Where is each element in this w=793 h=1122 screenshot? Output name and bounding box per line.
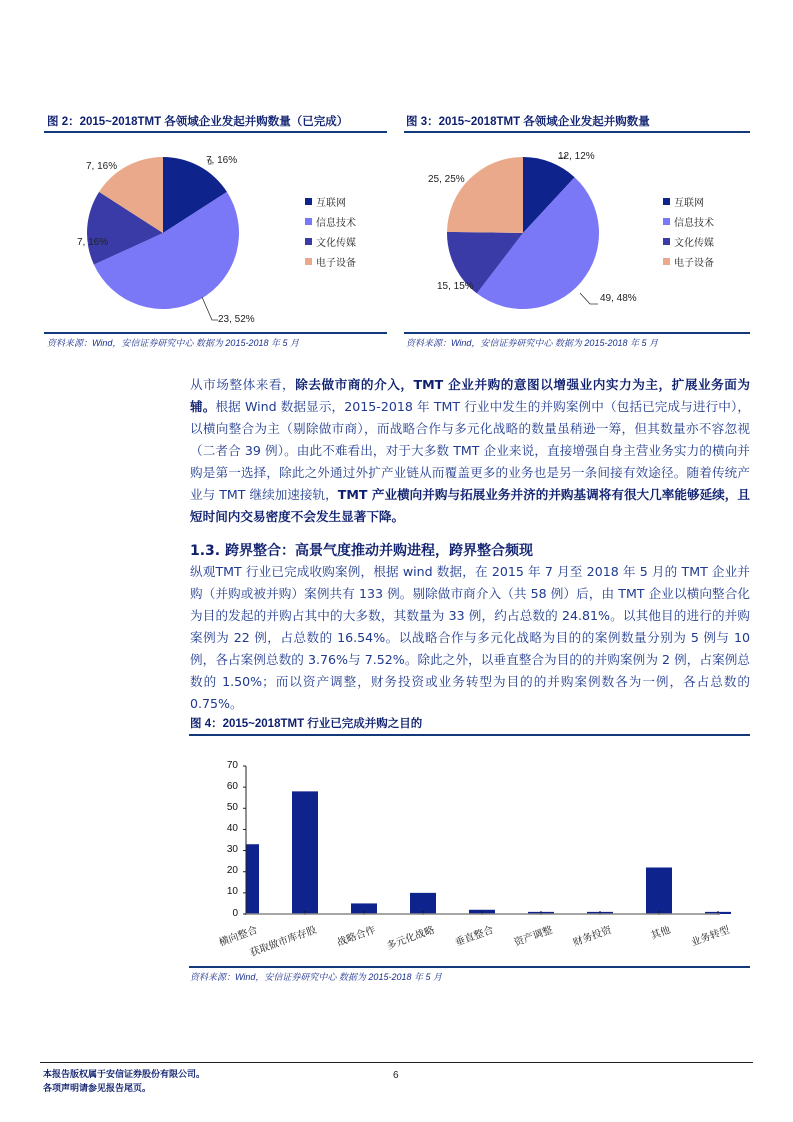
- pie1-label-electronics: 7, 16%: [86, 161, 118, 172]
- pie-slice-3: [447, 157, 523, 233]
- y-tick: 40: [226, 823, 238, 834]
- y-tick: 10: [226, 886, 238, 897]
- section-heading: 1.3. 跨界整合：高景气度推动并购进程，跨界整合频现: [190, 543, 533, 559]
- legend-item-media: [305, 231, 356, 251]
- paragraph-text: 根据 Wind 数据显示，2015-2018 年 TMT 行业中发生的并购案例中（包括已完成与进行中），以横向整合为主（剔除做市商），而战略合作与多元化战略的数量虽稍逊一筹，但其数量亦不容忽视（二者合 39 例）。由此不难看出，对于大多数 TMT 企业来说，直接增强自身主营业务实力的横向并购是第一选择，除此之外通过外扩产业链从而覆盖更多的业务也是另一条间接有效途径。随着传统产业与 TMT 继续加速接轨，: [190, 399, 751, 502]
- legend-label: 互联网: [316, 197, 346, 209]
- pie2-label-internet: 12, 12%: [558, 151, 595, 162]
- paragraph-text: 从市场整体来看，: [190, 377, 296, 392]
- swatch-icon: [663, 198, 670, 205]
- body-paragraph-1: [190, 374, 750, 528]
- swatch-icon: [305, 218, 312, 225]
- figure4-title: 图 4：2015~2018TMT 行业已完成并购之目的: [190, 718, 423, 730]
- y-tick: 20: [226, 865, 238, 876]
- pie1-label-it: 23, 52%: [218, 314, 255, 325]
- x-axis-label: 横向整合: [217, 924, 260, 949]
- figure4-title-rule: [189, 734, 750, 736]
- legend-label: 文化传媒: [674, 237, 714, 249]
- legend-item-it: [663, 211, 714, 231]
- x-axis-label: 多元化战略: [385, 924, 437, 953]
- swatch-icon: [663, 258, 670, 265]
- section-body: 纵观TMT 行业已完成收购案例，根据 wind 数据，在 2015 年 7 月至 2018 年 5 月的 TMT 企业并购（并购或被并购）案例共有 133 例。剔除做市商介入（共 58 例）后，由 TMT 企业以横向整合化为目的发起的并购占其中的大多数，其数量为 33 例，约占总数的 24.81%。以其他目的进行的并购案例为 22 例，占总数的 16.54%。以战略合作与多元化战略为目的的案例数量分别为 5 例与 10 例，各占案例总数的 3.76%与 7.52%。除此之外，以垂直整合为目的的并购案例为 2 例，占案例总数的 1.50%；而以资产调整，财务投资或业务转型为目的的并购案例数各为一例，各占总数的 0.75%。: [190, 564, 750, 711]
- figure4-bar-chart: [240, 760, 740, 920]
- legend-item-internet: [663, 191, 714, 211]
- footer-rule: [40, 1062, 753, 1063]
- pie1-label-media: 7, 16%: [77, 237, 109, 248]
- figure3-title-rule: [404, 131, 750, 133]
- y-tick: 70: [226, 760, 238, 771]
- x-axis-label: 垂直整合: [453, 924, 496, 949]
- legend-item-it: [305, 211, 356, 231]
- legend-label: 文化传媒: [316, 237, 356, 249]
- x-axis-label: 资产调整: [512, 924, 555, 949]
- x-axis-label: 获取做市库存股: [248, 924, 319, 960]
- footer-line: 各项声明请参见报告尾页。: [43, 1084, 152, 1094]
- legend-label: 互联网: [674, 197, 704, 209]
- legend-item-internet: [305, 191, 356, 211]
- bar-7: [646, 867, 672, 914]
- legend-label: 电子设备: [316, 257, 356, 269]
- legend-item-media: [663, 231, 714, 251]
- figure4-source-rule: [189, 966, 750, 968]
- figure4-source: 资料来源：Wind，安信证券研究中心 数据为 2015-2018 年 5 月: [190, 972, 442, 982]
- pie2-label-it: 49, 48%: [600, 293, 637, 304]
- page-number: 6: [393, 1070, 399, 1081]
- figure2-legend: [305, 191, 356, 271]
- leader-line: [580, 293, 598, 304]
- figure2-title-rule: [44, 131, 387, 133]
- legend-item-electronics: [305, 251, 356, 271]
- pie2-label-media: 15, 15%: [437, 281, 474, 292]
- figure3-legend: [663, 191, 714, 271]
- swatch-icon: [663, 238, 670, 245]
- swatch-icon: [305, 198, 312, 205]
- bar-3: [410, 893, 436, 914]
- y-tick: 0: [232, 908, 238, 919]
- figure3-source-rule: [404, 332, 750, 334]
- pie1-label-internet: 7, 16%: [206, 155, 238, 166]
- paragraph-emphasis: TMT 产业横向并购与拓展业务并济的并购基调将有很大几率能够延续，且短时间内交易密度不会发生显著下降。: [190, 487, 750, 524]
- footer-copyright: [43, 1068, 205, 1096]
- legend-label: 电子设备: [674, 257, 714, 269]
- x-axis-label: 财务投资: [571, 924, 614, 949]
- figure2-source-rule: [44, 332, 387, 334]
- footer-line: 本报告版权属于安信证券股份有限公司。: [43, 1070, 206, 1080]
- bar-1: [292, 791, 318, 914]
- x-axis-label: 其他: [649, 924, 673, 942]
- x-axis-label: 业务转型: [689, 924, 732, 949]
- legend-label: 信息技术: [674, 217, 714, 229]
- y-tick: 50: [226, 802, 238, 813]
- figure2-source: 资料来源：Wind，安信证券研究中心 数据为 2015-2018 年 5 月: [47, 338, 299, 348]
- leader-line: [202, 297, 218, 320]
- pie2-label-electronics: 25, 25%: [428, 174, 465, 185]
- y-tick: 30: [226, 844, 238, 855]
- figure2-title: 图 2：2015~2018TMT 各领域企业发起并购数量（已完成）: [47, 116, 349, 128]
- x-axis-label: 战略合作: [335, 924, 378, 949]
- y-tick: 60: [226, 781, 238, 792]
- bar-0: [246, 844, 259, 914]
- swatch-icon: [305, 258, 312, 265]
- figure3-title: 图 3：2015~2018TMT 各领域企业发起并购数量: [406, 116, 650, 128]
- swatch-icon: [305, 238, 312, 245]
- figure3-source: 资料来源：Wind，安信证券研究中心 数据为 2015-2018 年 5 月: [406, 338, 658, 348]
- pie1-slices: [87, 157, 239, 309]
- bars: [246, 791, 731, 915]
- legend-label: 信息技术: [316, 217, 356, 229]
- paragraph-emphasis: 除去做市商的介入，TMT 企业并购的意图以增强业内实力为主，扩展业务面为辅。: [190, 377, 750, 414]
- swatch-icon: [663, 218, 670, 225]
- legend-item-electronics: [663, 251, 714, 271]
